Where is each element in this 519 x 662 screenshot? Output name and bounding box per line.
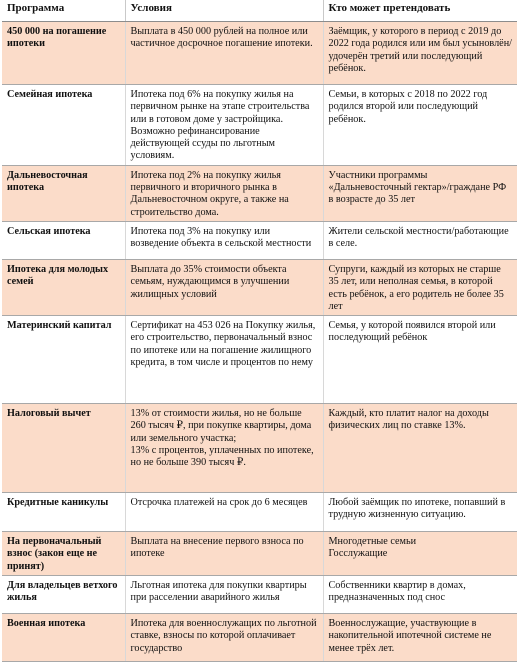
eligible-cell: Заёмщик, у которого в период с 2019 до 2022 года родился или им был усыновлён/удочерён третий или последующий ребёнок. <box>323 22 517 85</box>
program-cell: Военная ипотека <box>2 614 125 662</box>
eligible-cell: Семьи, в которых с 2018 по 2022 год родился второй или последующий ребёнок. <box>323 85 517 166</box>
table-row <box>2 532 517 576</box>
conditions-cell: Сертификат на 453 026 на Покупку жилья, его строительство, первоначальный взнос по ипотеке или на погашение жилищного кредита, в том числе и процентов по нему <box>125 316 323 404</box>
eligible-cell: Участники программы «Дальневосточный гектар»/граждане РФ в возрасте до 35 лет <box>323 165 517 221</box>
conditions-cell: Ипотека под 2% на покупку жилья первичного и вторичного рынка в Дальневосточном округе, а также на строительство дома. <box>125 165 323 221</box>
eligible-cell: Жители сельской местности/работающие в селе. <box>323 221 517 259</box>
conditions-cell: Выплата в 450 000 рублей на полное или частичное досрочное погашение ипотеки. <box>125 22 323 85</box>
program-cell: Кредитные каникулы <box>2 493 125 532</box>
program-cell: Для владельцев ветхого жилья <box>2 576 125 614</box>
program-cell: 450 000 на погашение ипотеки <box>2 22 125 85</box>
eligible-cell: Любой заёмщик по ипотеке, попавший в трудную жизненную ситуацию. <box>323 493 517 532</box>
eligible-cell: Семья, у которой появился второй или последующий ребёнок <box>323 316 517 404</box>
program-cell: Ипотека для молодых семей <box>2 259 125 315</box>
table-row <box>2 221 517 259</box>
table-row <box>2 165 517 221</box>
conditions-cell: Отсрочка платежей на срок до 6 месяцев <box>125 493 323 532</box>
conditions-cell: Льготная ипотека для покупки квартиры при расселении аварийного жилья <box>125 576 323 614</box>
conditions-cell: Выплата до 35% стоимости объекта семьям, нуждающимся в улучшении жилищных условий <box>125 259 323 315</box>
header-conditions: Условия <box>125 0 323 22</box>
eligible-cell: Собственники квартир в домах, предназначенных под снос <box>323 576 517 614</box>
table-row <box>2 85 517 166</box>
conditions-cell: 13% от стоимости жилья, но не больше 260 тысяч ₽, при покупке квартиры, дома или земельного участка; 13% с процентов, уплаченных по ипотеке, но не больше 390 тысяч ₽. <box>125 404 323 493</box>
conditions-cell: Ипотека для военнослужащих по льготной ставке, взносы по которой оплачивает государство <box>125 614 323 662</box>
program-cell: Дальневосточная ипотека <box>2 165 125 221</box>
eligible-cell: Каждый, кто платит налог на доходы физических лиц по ставке 13%. <box>323 404 517 493</box>
eligible-cell: Многодетные семьи Госслужащие <box>323 532 517 576</box>
conditions-cell: Выплата на внесение первого взноса по ипотеке <box>125 532 323 576</box>
table-row <box>2 576 517 614</box>
program-cell: Семейная ипотека <box>2 85 125 166</box>
table-header-row <box>2 0 517 22</box>
table-row <box>2 493 517 532</box>
conditions-cell: Ипотека под 3% на покупку или возведение объекта в сельской местности <box>125 221 323 259</box>
conditions-cell: Ипотека под 6% на покупку жилья на первичном рынке на этапе строительства или в готовом доме у застройщика. Возможно рефинансирование действующей ссуды по льготным условиям. <box>125 85 323 166</box>
table-row <box>2 404 517 493</box>
program-cell: На первоначальный взнос (закон еще не принят) <box>2 532 125 576</box>
header-eligible: Кто может претендовать <box>323 0 517 22</box>
program-cell: Налоговый вычет <box>2 404 125 493</box>
program-cell: Сельская ипотека <box>2 221 125 259</box>
table-row <box>2 22 517 85</box>
mortgage-programs-table <box>2 0 517 662</box>
eligible-cell: Военнослужащие, участвующие в накопительной ипотечной системе не менее трёх лет. <box>323 614 517 662</box>
table-row <box>2 614 517 662</box>
eligible-cell: Супруги, каждый из которых не старше 35 лет, или неполная семья, в которой есть ребёнок, а его родитель не более 35 лет <box>323 259 517 315</box>
header-program: Программа <box>2 0 125 22</box>
table-row <box>2 259 517 315</box>
table-row <box>2 316 517 404</box>
program-cell: Материнский капитал <box>2 316 125 404</box>
